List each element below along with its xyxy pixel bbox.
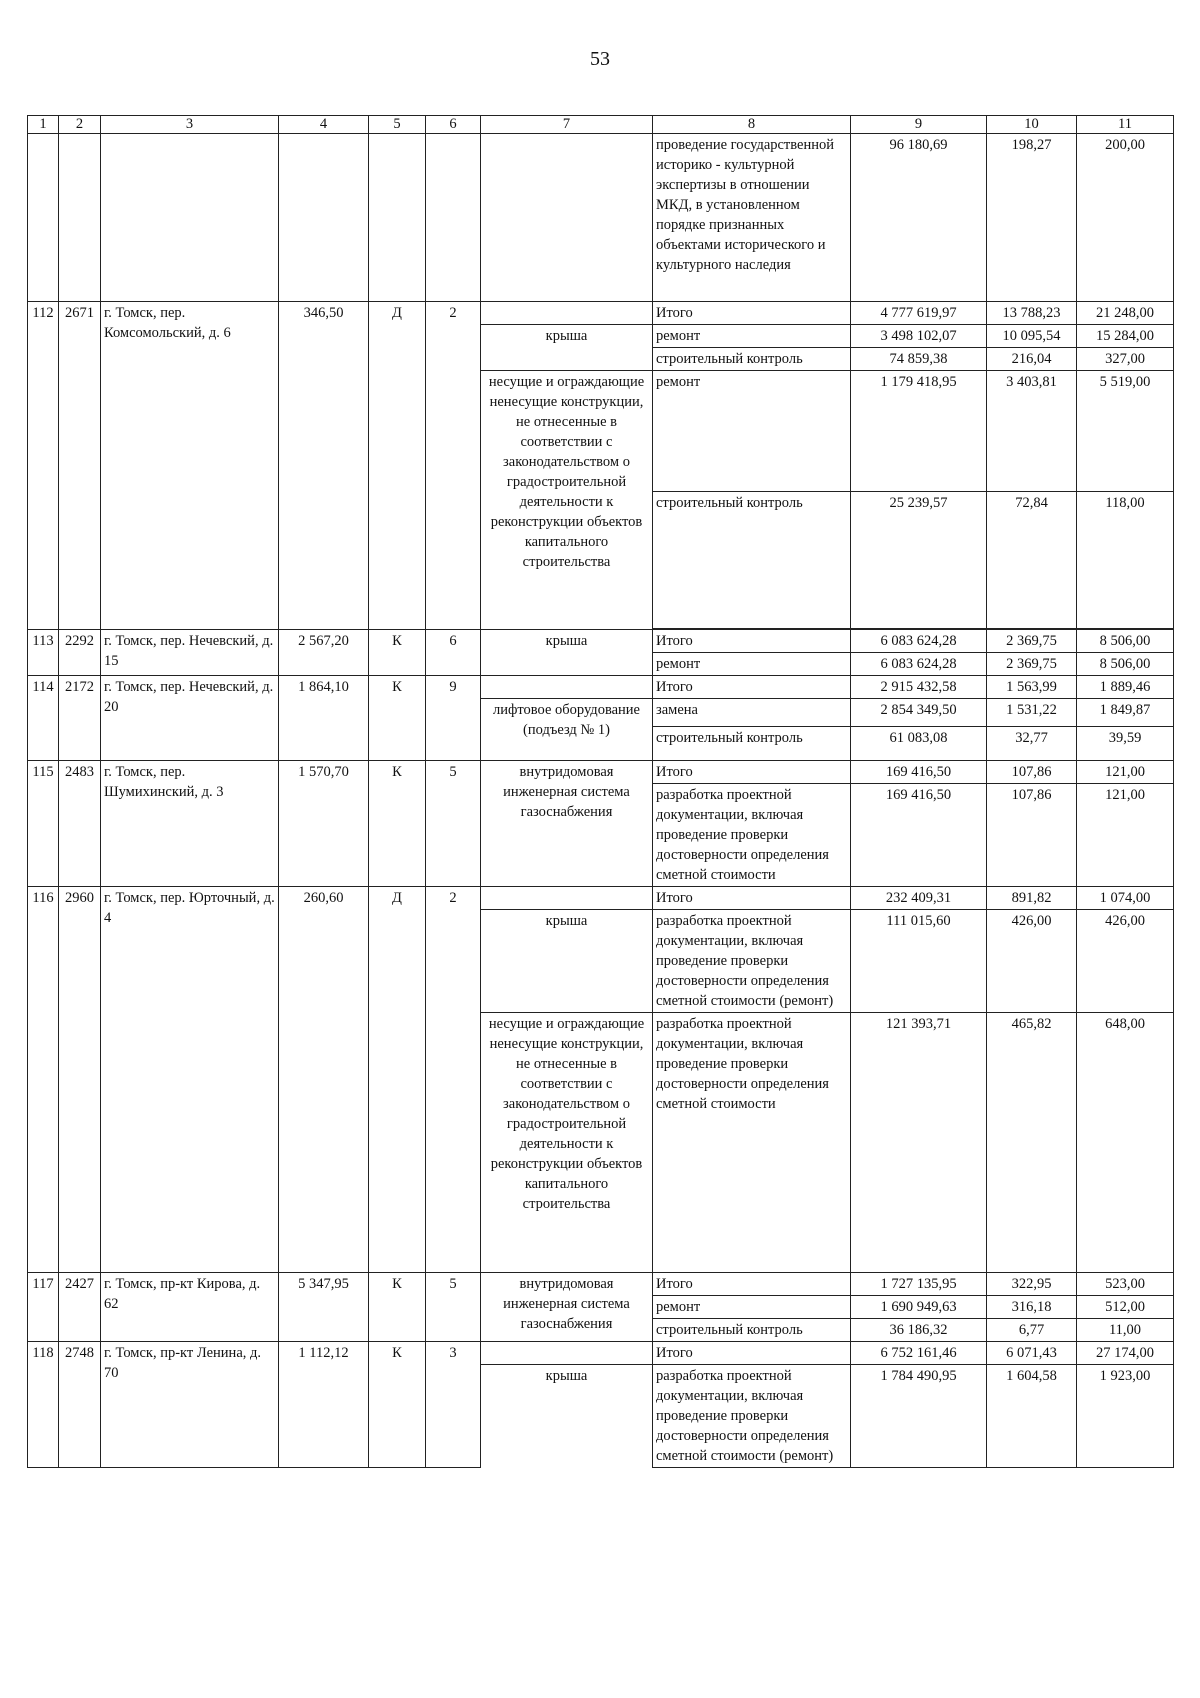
work-type: Итого — [653, 630, 851, 653]
area: 1 112,12 — [279, 1342, 369, 1468]
element: крыша — [481, 1365, 653, 1468]
work-type: ремонт — [653, 325, 851, 348]
cost-total: 111 015,60 — [851, 910, 987, 1013]
area: 5 347,95 — [279, 1273, 369, 1342]
cost-limit: 8 506,00 — [1077, 630, 1174, 653]
element: несущие и ограждающие ненесущие конструкции, не отнесенные в соответствии с законодательством о градостроительной деятельности к реконструкции объектов капитального строительства — [481, 371, 653, 630]
cost-per-m2: 32,77 — [987, 727, 1077, 761]
cost-per-m2: 216,04 — [987, 348, 1077, 371]
capital-repair-table — [27, 115, 1174, 1468]
cost-limit: 11,00 — [1077, 1319, 1174, 1342]
house-code: 2671 — [59, 302, 101, 630]
cost-total: 2 915 432,58 — [851, 676, 987, 699]
cost-total: 25 239,57 — [851, 492, 987, 629]
wall-material: К — [369, 676, 426, 761]
wall-material: К — [369, 630, 426, 676]
floors: 9 — [426, 676, 481, 761]
work-type: Итого — [653, 676, 851, 699]
work-type: ремонт — [653, 1296, 851, 1319]
work-type: Итого — [653, 1273, 851, 1296]
house-code: 2960 — [59, 887, 101, 1273]
cost-per-m2: 1 531,22 — [987, 699, 1077, 727]
header-cell: 11 — [1077, 116, 1174, 134]
cost-limit: 523,00 — [1077, 1273, 1174, 1296]
floors: 2 — [426, 887, 481, 1273]
cost-per-m2: 426,00 — [987, 910, 1077, 1013]
house-code: 2427 — [59, 1273, 101, 1342]
cost-per-m2: 2 369,75 — [987, 653, 1077, 676]
work-type: Итого — [653, 761, 851, 784]
cost-total: 6 752 161,46 — [851, 1342, 987, 1365]
cost-total: 36 186,32 — [851, 1319, 987, 1342]
cost-limit: 5 519,00 — [1077, 371, 1174, 492]
work-type: строительный контроль — [653, 348, 851, 371]
cost-total: 1 179 418,95 — [851, 371, 987, 492]
cost-per-m2: 6 071,43 — [987, 1342, 1077, 1365]
cost-limit: 1 074,00 — [1077, 887, 1174, 910]
area: 2 567,20 — [279, 630, 369, 676]
header-cell: 2 — [59, 116, 101, 134]
header-cell: 6 — [426, 116, 481, 134]
house-code: 2483 — [59, 761, 101, 887]
header-cell: 1 — [28, 116, 59, 134]
cost-total: 61 083,08 — [851, 727, 987, 761]
cost-per-m2: 107,86 — [987, 761, 1077, 784]
cost-limit: 1 889,46 — [1077, 676, 1174, 699]
work-type: строительный контроль — [653, 727, 851, 761]
cost-per-m2: 891,82 — [987, 887, 1077, 910]
area: 1 570,70 — [279, 761, 369, 887]
house-code: 2748 — [59, 1342, 101, 1468]
cost-per-m2: 1 563,99 — [987, 676, 1077, 699]
element: внутридомовая инженерная система газоснабжения — [481, 1273, 653, 1342]
cost-limit: 327,00 — [1077, 348, 1174, 371]
cost-per-m2: 3 403,81 — [987, 371, 1077, 492]
element: крыша — [481, 630, 653, 676]
cost-total: 4 777 619,97 — [851, 302, 987, 325]
wall-material: Д — [369, 887, 426, 1273]
page-number: 53 — [590, 48, 610, 70]
cost-total: 6 083 624,28 — [851, 653, 987, 676]
cost-total: 1 727 135,95 — [851, 1273, 987, 1296]
wall-material: К — [369, 1273, 426, 1342]
header-cell: 5 — [369, 116, 426, 134]
wall-material: К — [369, 1342, 426, 1468]
cost-total: 96 180,69 — [851, 134, 987, 302]
cost-per-m2: 316,18 — [987, 1296, 1077, 1319]
element: несущие и ограждающие ненесущие конструкции, не отнесенные в соответствии с законодательством о градостроительной деятельности к реконструкции объектов капитального строительства — [481, 1013, 653, 1273]
work-type: Итого — [653, 302, 851, 325]
cost-total: 232 409,31 — [851, 887, 987, 910]
row-number: 116 — [28, 887, 59, 1273]
cost-limit: 27 174,00 — [1077, 1342, 1174, 1365]
row-number: 117 — [28, 1273, 59, 1342]
cost-total: 169 416,50 — [851, 761, 987, 784]
wall-material: К — [369, 761, 426, 887]
header-cell: 3 — [101, 116, 279, 134]
table-row — [28, 1342, 1174, 1365]
header-cell: 9 — [851, 116, 987, 134]
table-row — [28, 630, 1174, 653]
work-type: Итого — [653, 1342, 851, 1365]
work-type: разработка проектной документации, включая проведение проверки достоверности определения сметной стоимости (ремонт) — [653, 910, 851, 1013]
header-cell: 7 — [481, 116, 653, 134]
header-cell: 8 — [653, 116, 851, 134]
cost-limit: 121,00 — [1077, 784, 1174, 887]
address: г. Томск, пер. Комсомольский, д. 6 — [101, 302, 279, 630]
table-row — [28, 1273, 1174, 1296]
address: г. Томск, пер. Юрточный, д. 4 — [101, 887, 279, 1273]
cost-per-m2: 6,77 — [987, 1319, 1077, 1342]
address: г. Томск, пер. Шумихинский, д. 3 — [101, 761, 279, 887]
work-type: разработка проектной документации, включая проведение проверки достоверности определения сметной стоимости (ремонт) — [653, 1365, 851, 1468]
floors: 6 — [426, 630, 481, 676]
element: крыша — [481, 325, 653, 371]
cost-limit: 426,00 — [1077, 910, 1174, 1013]
header-cell: 4 — [279, 116, 369, 134]
cost-limit: 118,00 — [1077, 492, 1174, 629]
element: крыша — [481, 910, 653, 1013]
cost-per-m2: 72,84 — [987, 492, 1077, 629]
cost-limit: 1 849,87 — [1077, 699, 1174, 727]
area: 260,60 — [279, 887, 369, 1273]
work-type: ремонт — [653, 653, 851, 676]
work-type: замена — [653, 699, 851, 727]
cost-total: 169 416,50 — [851, 784, 987, 887]
work-type: проведение государственной историко - культурной экспертизы в отношении МКД, в установленном порядке признанных объектами исторического и культурного наследия — [653, 134, 851, 302]
row-number: 118 — [28, 1342, 59, 1468]
cost-total: 121 393,71 — [851, 1013, 987, 1273]
floors: 2 — [426, 302, 481, 630]
address: г. Томск, пер. Нечевский, д. 20 — [101, 676, 279, 761]
cost-limit: 1 923,00 — [1077, 1365, 1174, 1468]
cost-limit: 200,00 — [1077, 134, 1174, 302]
cost-total: 74 859,38 — [851, 348, 987, 371]
row-number: 112 — [28, 302, 59, 630]
cost-limit: 512,00 — [1077, 1296, 1174, 1319]
wall-material: Д — [369, 302, 426, 630]
work-type: разработка проектной документации, включая проведение проверки достоверности определения сметной стоимости — [653, 784, 851, 887]
cost-limit: 121,00 — [1077, 761, 1174, 784]
work-type: Итого — [653, 887, 851, 910]
cost-per-m2: 10 095,54 — [987, 325, 1077, 348]
cost-per-m2: 107,86 — [987, 784, 1077, 887]
work-type: строительный контроль — [653, 492, 851, 629]
address: г. Томск, пр-кт Кирова, д. 62 — [101, 1273, 279, 1342]
cost-total: 1 690 949,63 — [851, 1296, 987, 1319]
work-type: разработка проектной документации, включая проведение проверки достоверности определения сметной стоимости — [653, 1013, 851, 1273]
house-code: 2172 — [59, 676, 101, 761]
header-row — [28, 116, 1174, 134]
row-number: 113 — [28, 630, 59, 676]
cost-limit: 21 248,00 — [1077, 302, 1174, 325]
cost-per-m2: 198,27 — [987, 134, 1077, 302]
cost-per-m2: 13 788,23 — [987, 302, 1077, 325]
cost-limit: 648,00 — [1077, 1013, 1174, 1273]
cost-limit: 15 284,00 — [1077, 325, 1174, 348]
header-cell: 10 — [987, 116, 1077, 134]
cost-total: 6 083 624,28 — [851, 630, 987, 653]
cost-limit: 8 506,00 — [1077, 653, 1174, 676]
table-row — [28, 676, 1174, 699]
area: 1 864,10 — [279, 676, 369, 761]
address: г. Томск, пр-кт Ленина, д. 70 — [101, 1342, 279, 1468]
row-number: 114 — [28, 676, 59, 761]
house-code: 2292 — [59, 630, 101, 676]
table-row — [28, 761, 1174, 784]
element: внутридомовая инженерная система газоснабжения — [481, 761, 653, 887]
cost-total: 3 498 102,07 — [851, 325, 987, 348]
work-type: строительный контроль — [653, 1319, 851, 1342]
address: г. Томск, пер. Нечевский, д. 15 — [101, 630, 279, 676]
cost-per-m2: 1 604,58 — [987, 1365, 1077, 1468]
area: 346,50 — [279, 302, 369, 630]
element: лифтовое оборудование (подъезд № 1) — [481, 699, 653, 761]
floors: 5 — [426, 1273, 481, 1342]
table-row — [28, 134, 1174, 302]
row-number: 115 — [28, 761, 59, 887]
cost-limit: 39,59 — [1077, 727, 1174, 761]
floors: 5 — [426, 761, 481, 887]
cost-per-m2: 465,82 — [987, 1013, 1077, 1273]
cost-total: 2 854 349,50 — [851, 699, 987, 727]
table-row — [28, 887, 1174, 910]
cost-per-m2: 2 369,75 — [987, 630, 1077, 653]
floors: 3 — [426, 1342, 481, 1468]
table-row — [28, 302, 1174, 325]
cost-per-m2: 322,95 — [987, 1273, 1077, 1296]
cost-total: 1 784 490,95 — [851, 1365, 987, 1468]
work-type: ремонт — [653, 371, 851, 492]
